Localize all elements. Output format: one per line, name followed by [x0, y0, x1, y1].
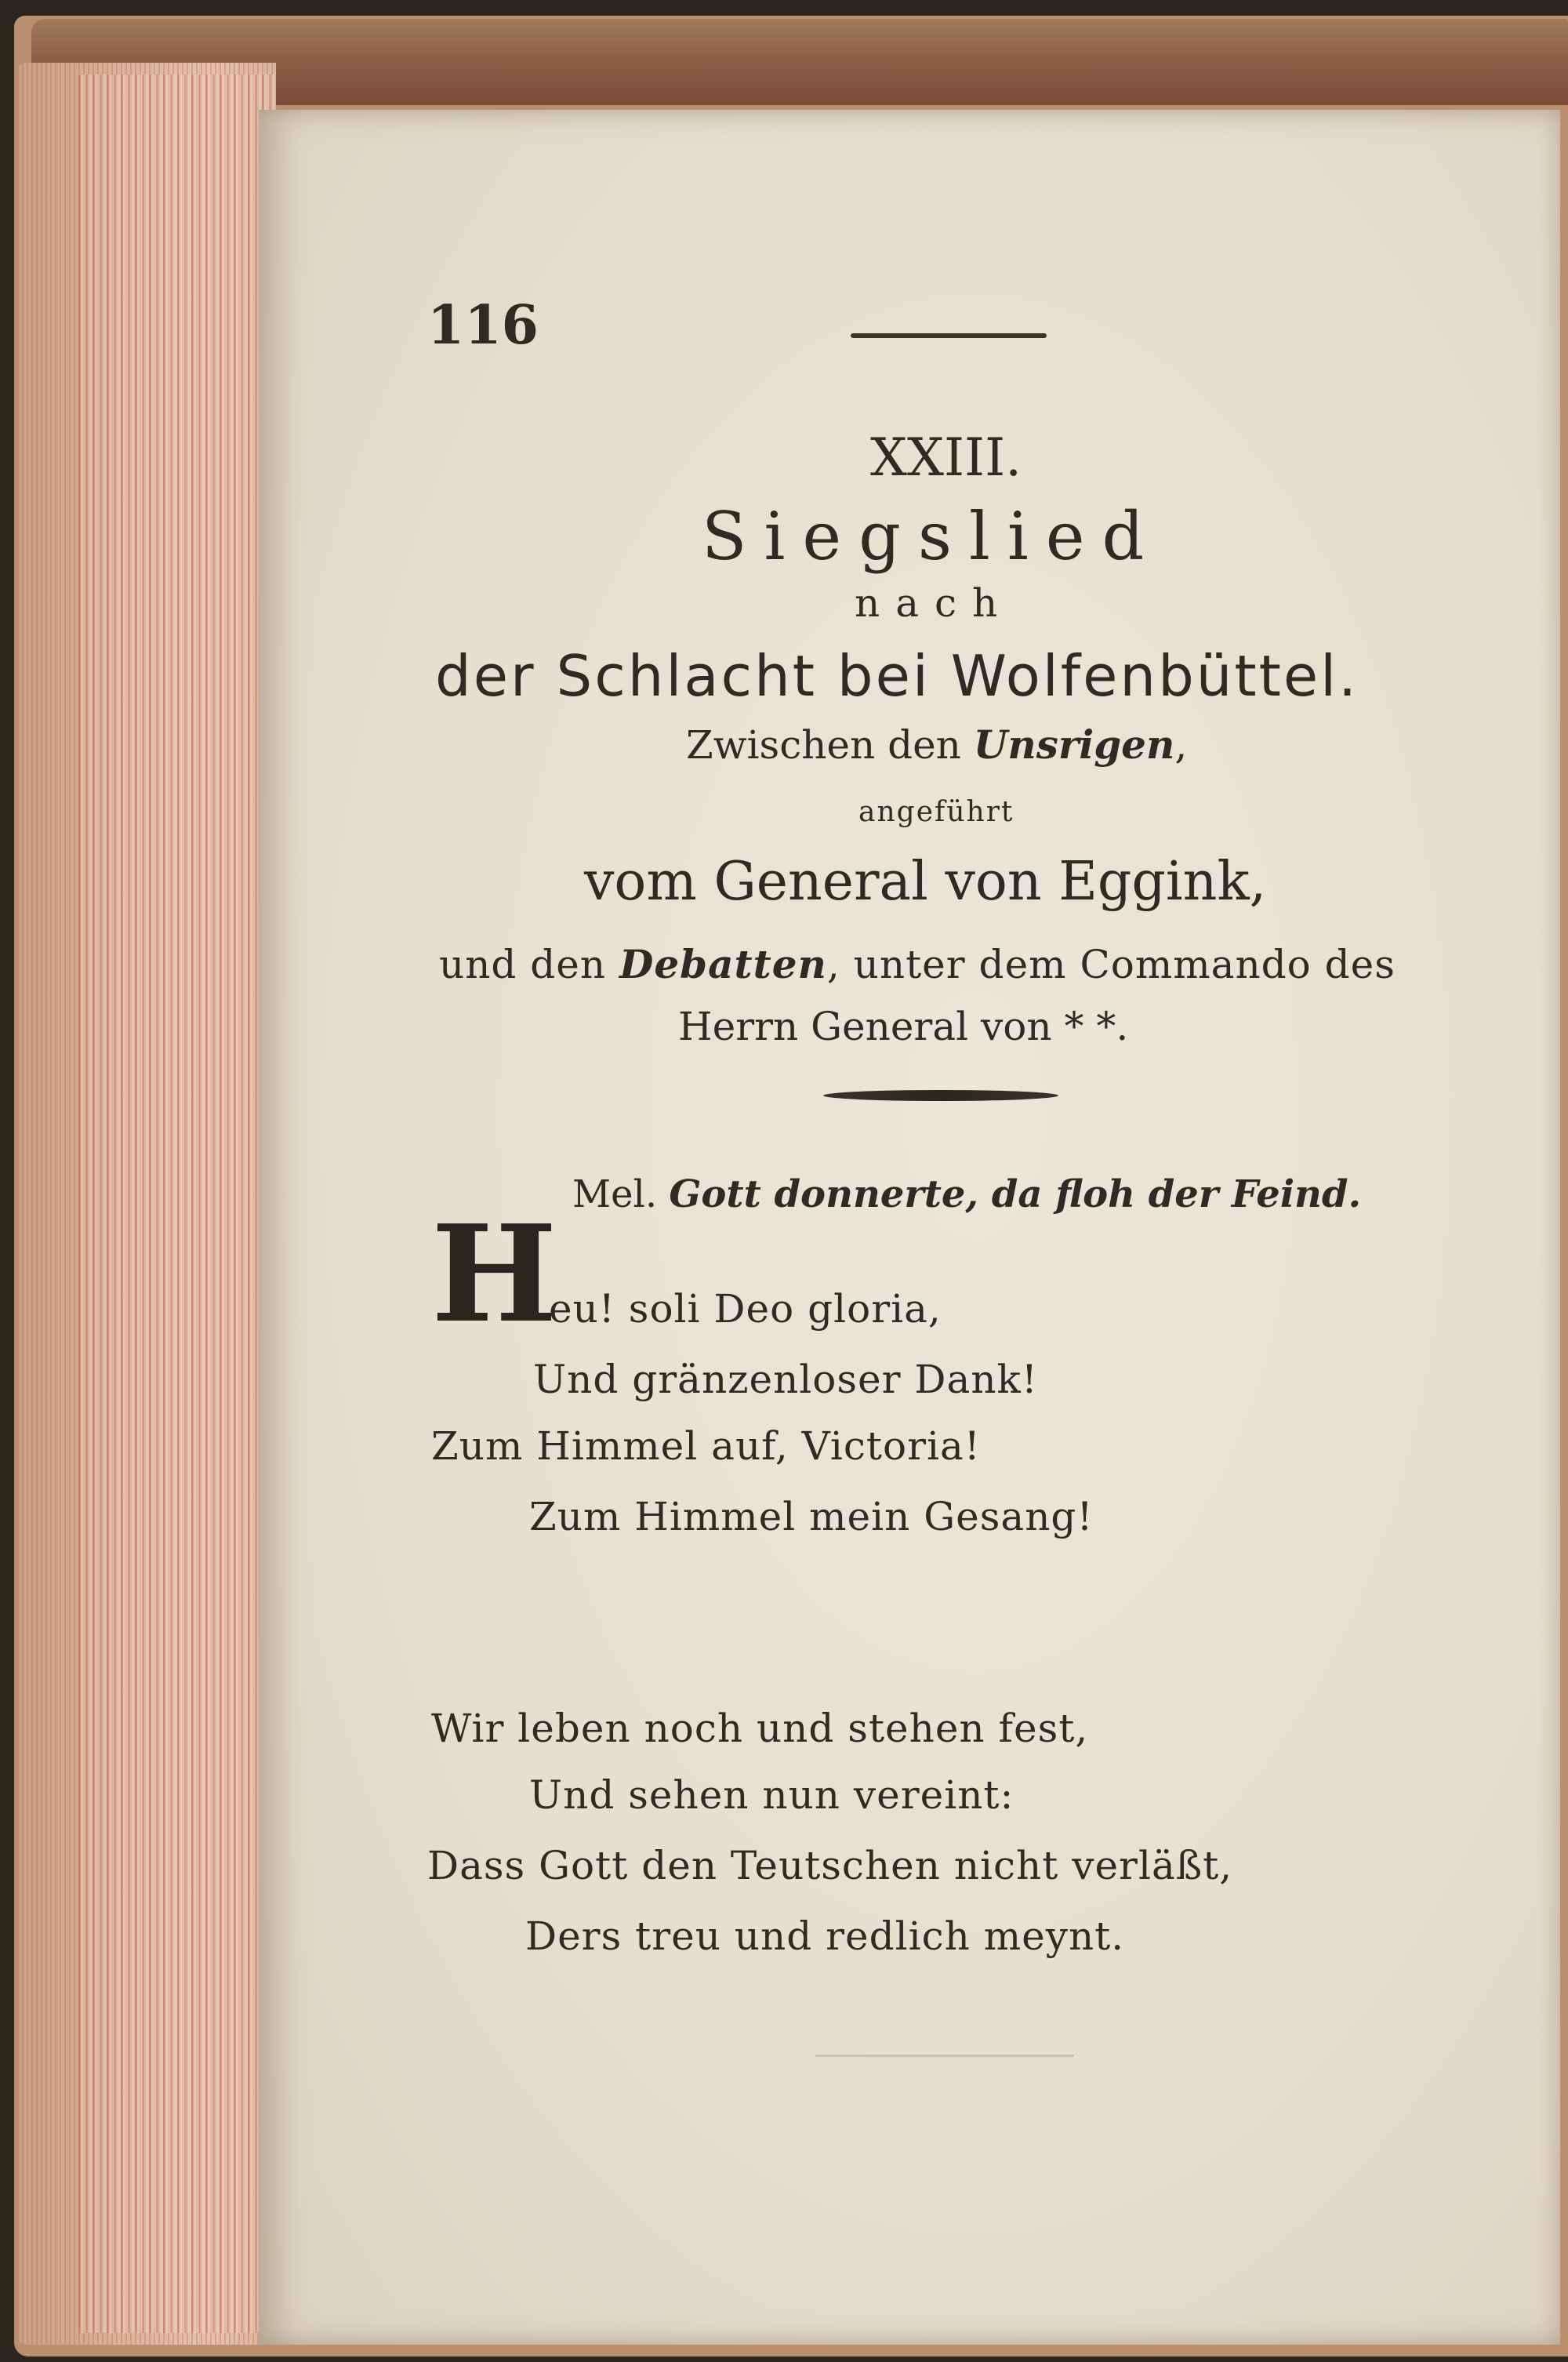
and-suffix: , unter dem Commando des [826, 942, 1396, 987]
subtitle-general-1: vom General von Eggink, [584, 851, 1267, 913]
verse-1-line-4: Zum Himmel mein Gesang! [529, 1494, 1094, 1539]
header-rule [851, 333, 1047, 338]
poem-title: Siegslied [702, 498, 1162, 575]
ornamental-rule [823, 1090, 1058, 1101]
subtitle-battle: der Schlacht bei Wolfenbüttel. [435, 643, 1359, 709]
poem-numeral: XXIII. [870, 427, 1022, 488]
page-number: 116 [427, 294, 539, 357]
verse-1-line-2: Und gränzenloser Dank! [533, 1357, 1038, 1402]
verse-2-line-1: Wir leben noch und stehen fest, [431, 1706, 1089, 1751]
verse-1-line-1: eu! soli Deo gloria, [549, 1286, 942, 1332]
melody-italic: Gott donnerte, da floh der Feind. [669, 1172, 1362, 1216]
drop-cap: H [431, 1196, 557, 1353]
melody-prefix: Mel. [572, 1172, 670, 1216]
subtitle-nach: nach [855, 580, 1014, 626]
subtitle-between [686, 721, 1187, 768]
between-italic: Unsrigen [973, 721, 1175, 768]
and-prefix: und den [439, 942, 619, 987]
melody-line [572, 1172, 1361, 1216]
between-suffix: , [1174, 722, 1188, 768]
subtitle-and-line [439, 941, 1396, 987]
verse-1-line-3: Zum Himmel auf, Victoria! [431, 1423, 981, 1469]
page-edge-texture [78, 74, 274, 2333]
verse-2-line-3: Dass Gott den Teutschen nicht verläßt, [427, 1843, 1233, 1888]
subtitle-led: angeführt [858, 796, 1014, 828]
and-italic: Debatten [619, 941, 827, 987]
verse-2-line-4: Ders treu und redlich meynt. [525, 1913, 1125, 1959]
subtitle-general-2: Herrn General von * *. [678, 1004, 1129, 1049]
bottom-rule [815, 2055, 1074, 2057]
between-prefix: Zwischen den [686, 722, 974, 768]
verse-2-line-2: Und sehen nun vereint: [529, 1772, 1014, 1818]
